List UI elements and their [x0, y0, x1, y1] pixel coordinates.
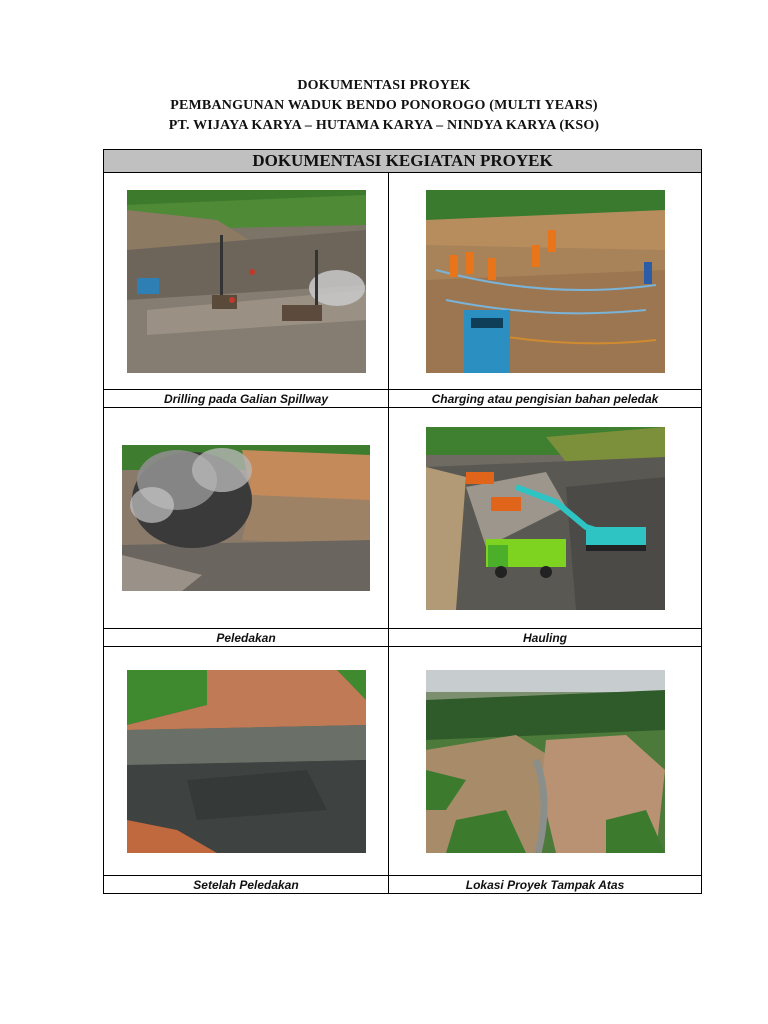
- photo-after-blasting: [127, 670, 366, 853]
- caption-charging: Charging atau pengisian bahan peledak: [389, 390, 702, 408]
- document-header: [0, 76, 768, 136]
- photo-cell: [389, 408, 702, 629]
- caption-hauling: Hauling: [389, 629, 702, 647]
- header-line-3: PT. WIJAYA KARYA – HUTAMA KARYA – NINDYA KARYA (KSO): [168, 118, 600, 133]
- caption-after-blasting: Setelah Peledakan: [104, 876, 389, 894]
- photo-cell: [104, 408, 389, 629]
- header-line-1: DOKUMENTASI PROYEK: [297, 78, 471, 93]
- header-line-2: PEMBANGUNAN WADUK BENDO PONOROGO (MULTI YEARS): [170, 98, 598, 113]
- caption-aerial-view: Lokasi Proyek Tampak Atas: [389, 876, 702, 894]
- photo-cell: [389, 647, 702, 876]
- photo-hauling: [426, 427, 665, 610]
- table-title: DOKUMENTASI KEGIATAN PROYEK: [104, 150, 702, 173]
- photo-cell: [104, 173, 389, 390]
- photo-cell: [389, 173, 702, 390]
- photo-charging: [426, 190, 665, 373]
- documentation-table: [103, 149, 702, 894]
- photo-aerial-view: [426, 670, 665, 853]
- photo-blasting: [122, 445, 370, 591]
- photo-cell: [104, 647, 389, 876]
- caption-blasting: Peledakan: [104, 629, 389, 647]
- caption-drilling: Drilling pada Galian Spillway: [104, 390, 389, 408]
- photo-drilling: [127, 190, 366, 373]
